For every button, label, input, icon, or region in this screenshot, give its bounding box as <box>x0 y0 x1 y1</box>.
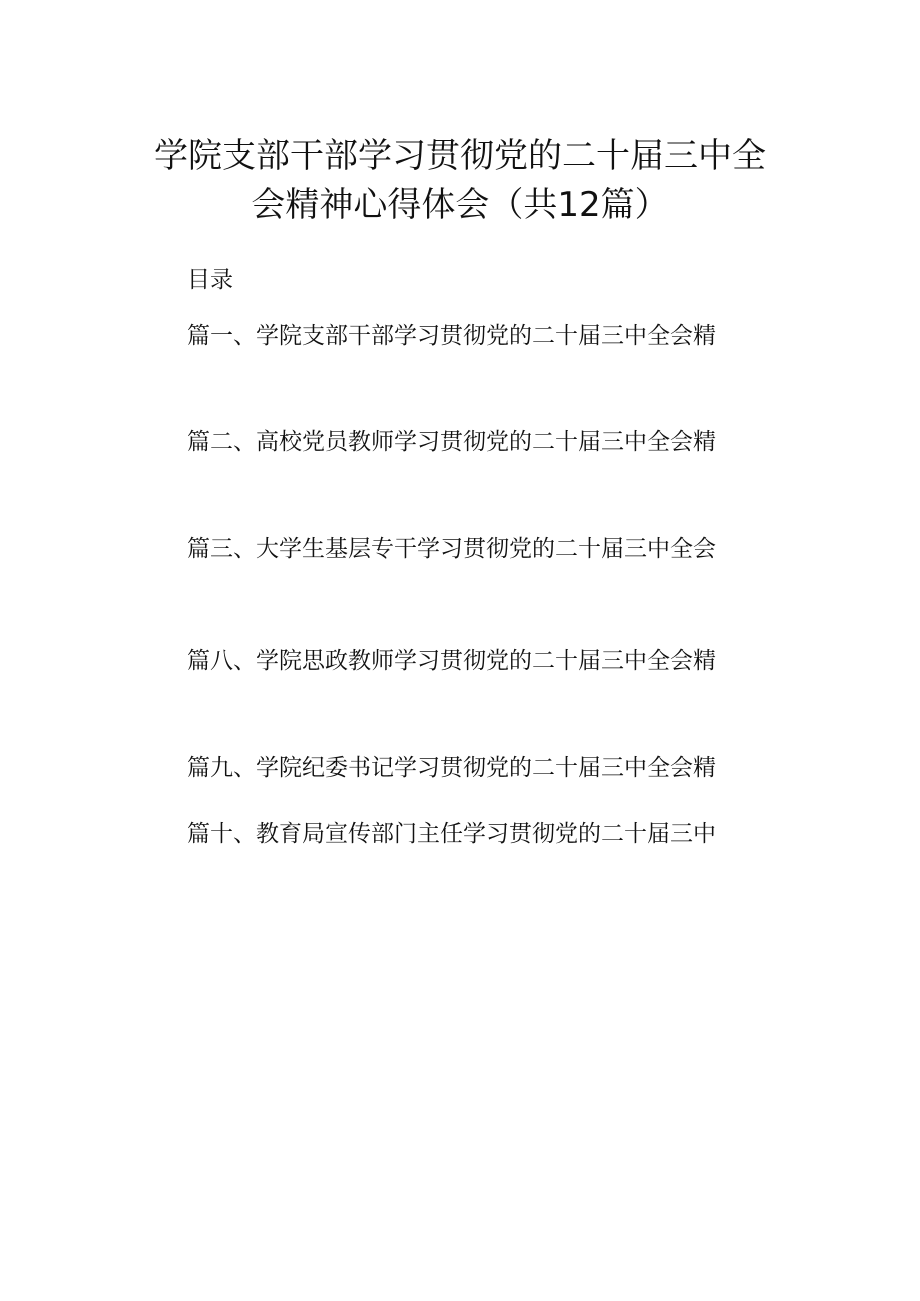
toc-item[interactable]: 篇八、学院思政教师学习贯彻党的二十届三中全会精 <box>187 648 716 674</box>
toc-item[interactable]: 篇二、高校党员教师学习贯彻党的二十届三中全会精 <box>187 429 716 455</box>
toc-item[interactable]: 篇九、学院纪委书记学习贯彻党的二十届三中全会精 <box>187 755 716 781</box>
document-title-line-1: 学院支部干部学习贯彻党的二十届三中全 <box>154 136 766 176</box>
document-title-line-2: 会精神心得体会（共12篇） <box>251 185 669 225</box>
toc-item[interactable]: 篇一、学院支部干部学习贯彻党的二十届三中全会精 <box>187 323 716 349</box>
toc-item[interactable]: 篇三、大学生基层专干学习贯彻党的二十届三中全会 <box>187 536 716 562</box>
toc-item[interactable]: 篇十、教育局宣传部门主任学习贯彻党的二十届三中 <box>187 821 716 847</box>
toc-heading: 目录 <box>187 267 233 293</box>
